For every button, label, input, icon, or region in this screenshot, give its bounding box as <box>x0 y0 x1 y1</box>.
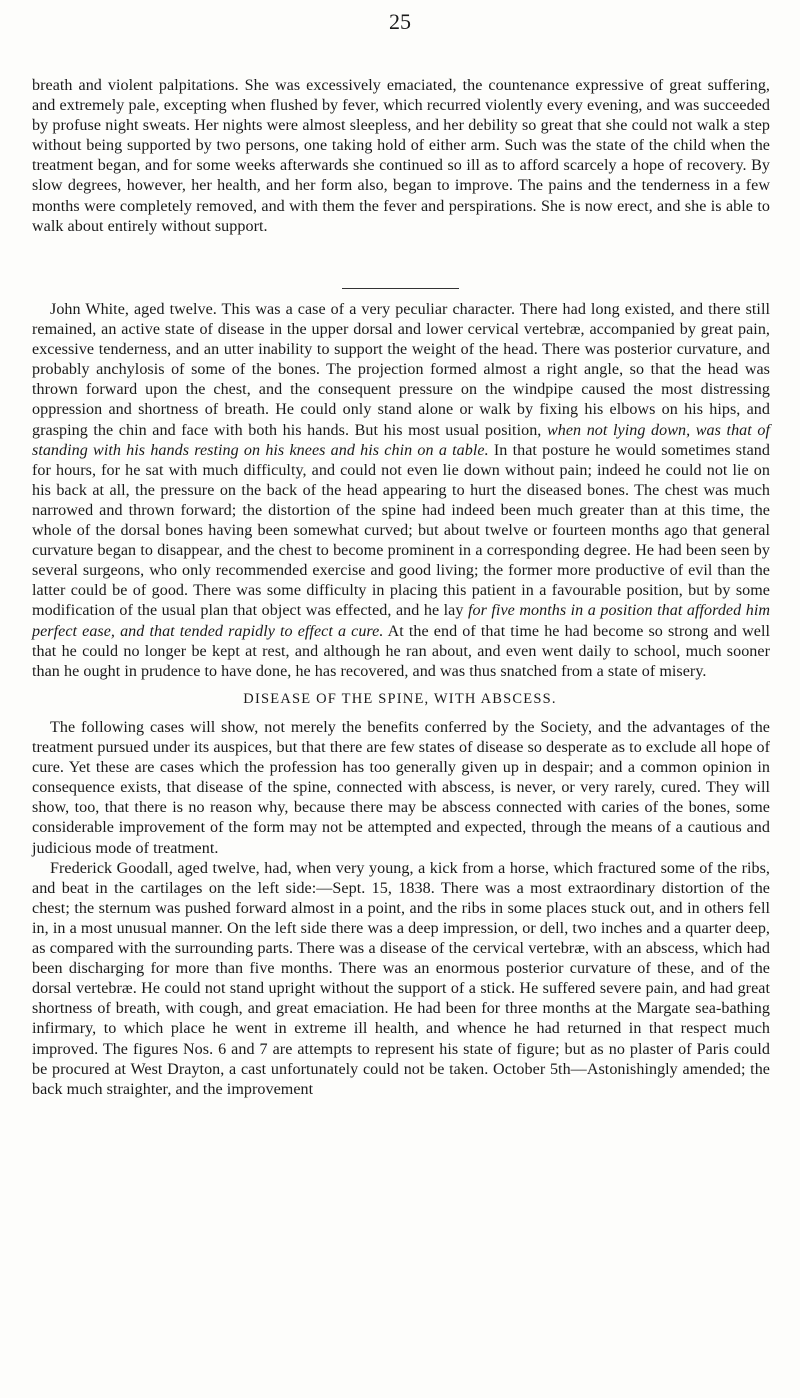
paragraph-3-text: The following cases will show, not merely the benefits conferred by the Society, and the advantages of the treatment pursued under its auspices, but that there are few states of disease so desperate as to exclude all hope of cure. Yet these are cases which the profession has too generally given up in despair; and a common opinion in consequence exists, that disease of the spine, connected with abscess, is never, or very rarely, cured. They will show, too, that there is no reason why, because there may be abscess connected with caries of the bones, some considerable improvement of the form may not be attempted and expected, through the means of a cautious and judicious mode of treatment. <box>32 719 770 857</box>
paragraph-2-part-3: At the end of that time he had become so strong and well that he could no longer be kept at rest, and although he ran about, and even went daily to school, much sooner than he ought in prudence to have done, he has recovered, and was thus snatched from a state of misery. <box>32 622 771 680</box>
paragraph-4-text: Frederick Goodall, aged twelve, had, when very young, a kick from a horse, which fractured some of the ribs, and beat in the cartilages on the left side:—Sept. 15, 1838. There was a most extraordinary distortion of the chest; the sternum was pushed forward almost in a point, and the ribs in some places stuck out, and in others fell in, in a most unusual manner. On the left side there was a deep impression, or dell, two inches and a quarter deep, as compared with the surrounding parts. There was a disease of the cervical vertebræ, with an abscess, which had been discharging for more than five months. There was an enormous posterior curvature of these, and of the dorsal vertebræ. He could not stand upright without the support of a stick. He suffered severe pain, and had great shortness of breath, with cough, and great emaciation. He had been for three months at the Margate sea-bathing infirmary, to which place he went in extreme ill health, and whence he had returned in that respect much improved. The figures Nos. 6 and 7 are attempts to represent his state of figure; but as no plaster of Paris could be procured at West Drayton, a cast unfortunately could not be taken. October 5th—Astonishingly amended; the back much straighter, and the improvement <box>32 859 770 1098</box>
section-divider-rule <box>342 288 459 289</box>
paragraph-2-part-1: John White, aged twelve. This was a case of a very peculiar character. There had long existed, and there still remained, an active state of disease in the upper dorsal and lower cervical vertebræ, accompanied by great pain, excessive tenderness, and an utter inability to support the weight of the head. There was posterior curvature, and probably anchylosis of some of the bones. The projection formed almost a right angle, so that the head was thrown forward upon the chest, and the consequent pressure on the windpipe caused the most distressing oppression and shortness of breath. He could only stand alone or walk by fixing his elbows on his hips, and grasping the chin and face with both his hands. But his most usual position, <box>32 301 770 439</box>
paragraph-continuation <box>32 76 770 237</box>
paragraph-1-text: breath and violent palpitations. She was excessively emaciated, the countenance expressive of great suffering, and extremely pale, excepting when flushed by fever, which recurred violently every evening, and was succeeded by profuse night sweats. Her nights were almost sleepless, and her debility so great that she could not walk a step without being supported by two persons, one taking hold of either arm. Such was the state of the child when the treatment began, and for some weeks afterwards she continued so ill as to afford scarcely a hope of recovery. By slow degrees, however, her health, and her form also, began to improve. The pains and the tenderness in a few months were completely removed, and with them the fever and perspirations. She is now erect, and she is able to walk about entirely without support. <box>32 77 770 235</box>
paragraph-2-italic-1: when not lying down, was that of standing with his hands resting on his knees and his chin on a table. <box>32 421 770 459</box>
abscess-section-body <box>32 718 770 1100</box>
section-heading: DISEASE OF THE SPINE, WITH ABSCESS. <box>243 691 557 707</box>
case-john-white <box>32 300 770 682</box>
page-number: 25 <box>389 9 411 34</box>
paragraph-2-text <box>32 300 770 682</box>
paragraph-2-italic-2: for five months in a position that afforded him perfect ease, and that tended rapidly to effect a cure. <box>32 602 771 640</box>
paragraph-2-part-2: In that posture he would sometimes stand for hours, for he sat with much difficulty, and could not even lie down without pain; indeed he could not lie on his back at all, the pressure on the back of the head appearing to hurt the diseased bones. The chest was much narrowed and thrown forward; the distortion of the spine had indeed been much greater than at this time, the whole of the dorsal bones having been somewhat curved; but about twelve or fourteen months ago that general curvature began to disappear, and the chest to become prominent in a corresponding degree. He had been seen by several surgeons, who only recommended exercise and good living; the former more productive of evil than the latter could be of good. There was some difficulty in placing this patient in a favourable position, but by some modification of the usual plan that object was effected, and he lay <box>32 441 770 620</box>
